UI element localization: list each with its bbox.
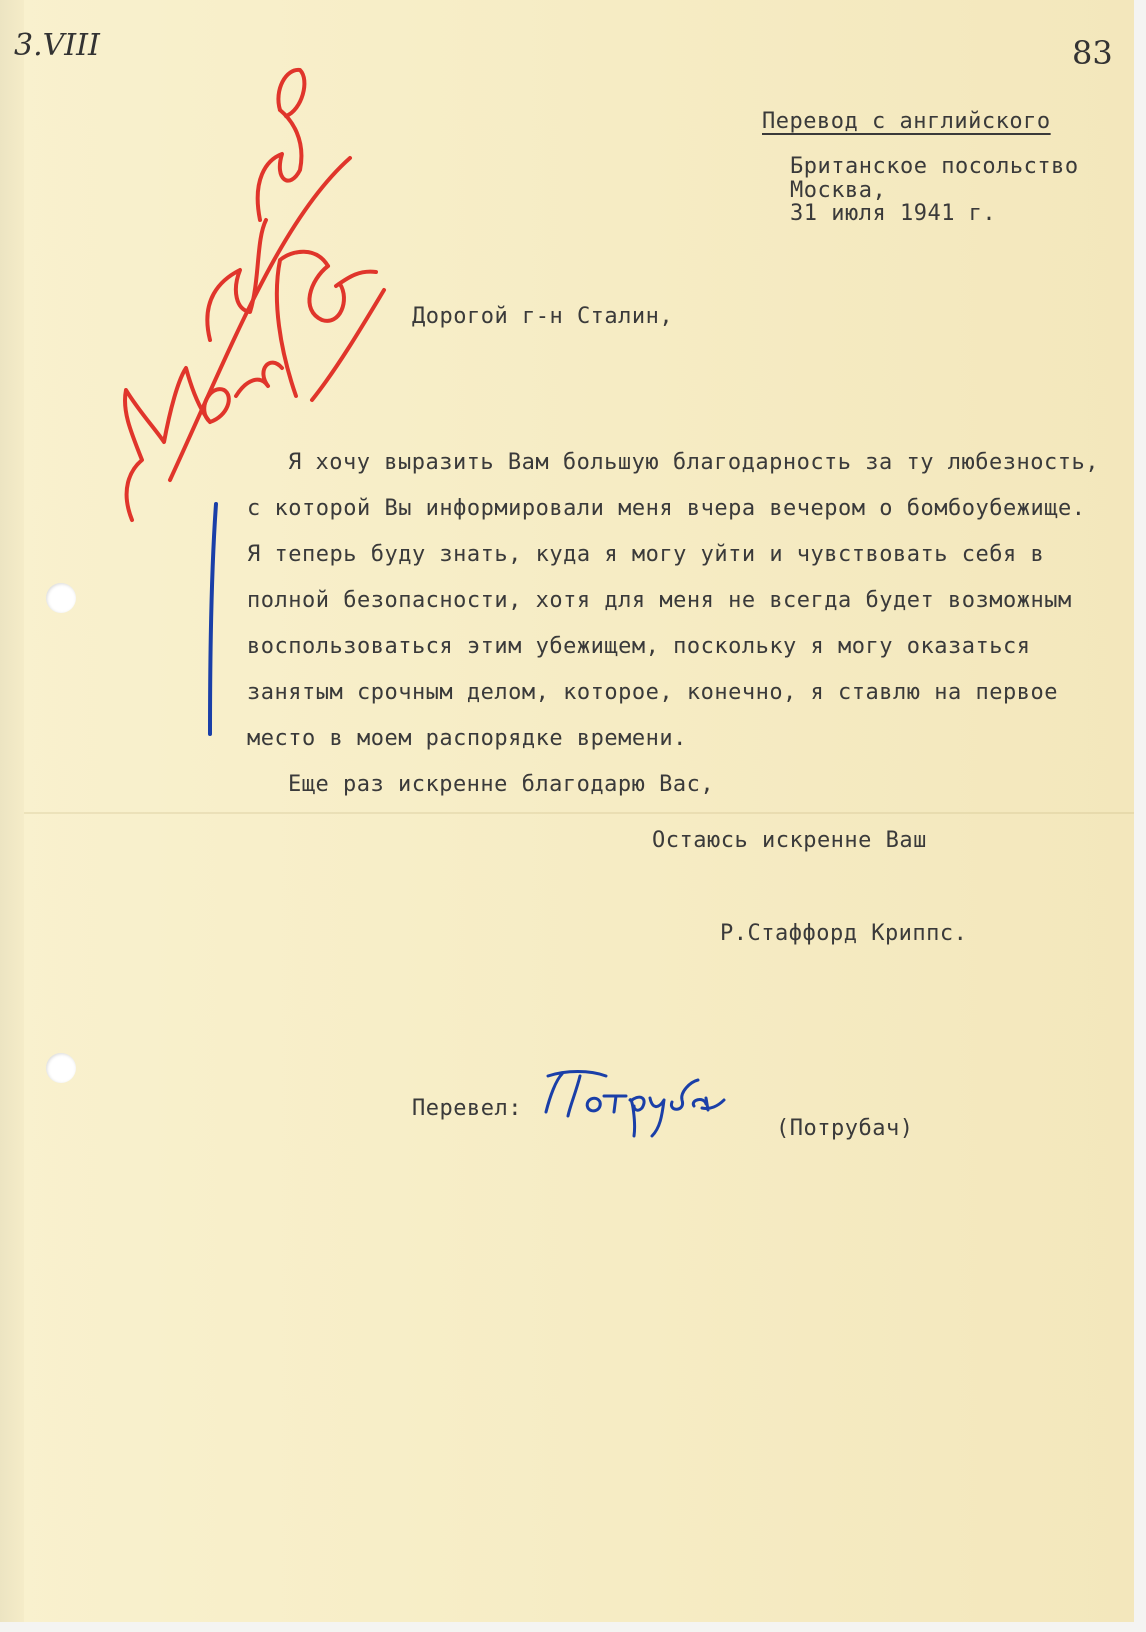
closing: Остаюсь искренне Ваш — [652, 828, 927, 853]
sender-line-3: 31 июля 1941 г. — [790, 201, 997, 226]
translation-note: Перевод с английского — [762, 109, 1051, 134]
body-line: воспользоваться этим убежищем, поскольку я могу оказаться — [247, 634, 1031, 659]
body-line: занятым срочным делом, которое, конечно, я ставлю на первое — [247, 680, 1058, 705]
translator-handwritten-signature — [540, 1066, 730, 1146]
body-line: место в моем распорядке времени. — [247, 726, 687, 751]
binding-edge — [0, 0, 24, 1622]
translator-label: Перевел: — [412, 1096, 522, 1121]
salutation: Дорогой г-н Сталин, — [412, 304, 674, 329]
scan-border-bottom — [0, 1622, 1146, 1632]
translator-name: (Потрубач) — [776, 1116, 914, 1141]
blue-margin-line — [204, 500, 224, 740]
body-line: полной безопасности, хотя для меня не всегда будет возможным — [247, 588, 1072, 613]
body-line: с которой Вы информировали меня вчера вечером о бомбоубежище. — [247, 496, 1086, 521]
page-number: 83 — [1072, 34, 1113, 72]
paper-fold-line — [24, 812, 1134, 814]
red-pencil-resolution — [60, 50, 390, 550]
punch-hole-top — [46, 583, 76, 613]
punch-hole-bottom — [46, 1053, 76, 1083]
sender-line-1: Британское посольство — [790, 154, 1079, 179]
scan-border-right — [1134, 0, 1146, 1632]
archive-mark: 3.VIII — [14, 28, 100, 63]
body-line: Я теперь буду знать, куда я могу уйти и чувствовать себя в — [247, 542, 1045, 567]
typed-signature: Р.Стаффорд Криппс. — [720, 921, 968, 946]
body-line: Я хочу выразить Вам большую благодарность за ту любезность, — [288, 450, 1099, 475]
sender-line-2: Москва, — [790, 178, 887, 203]
thanks-line: Еще раз искренне благодарю Вас, — [288, 772, 715, 797]
